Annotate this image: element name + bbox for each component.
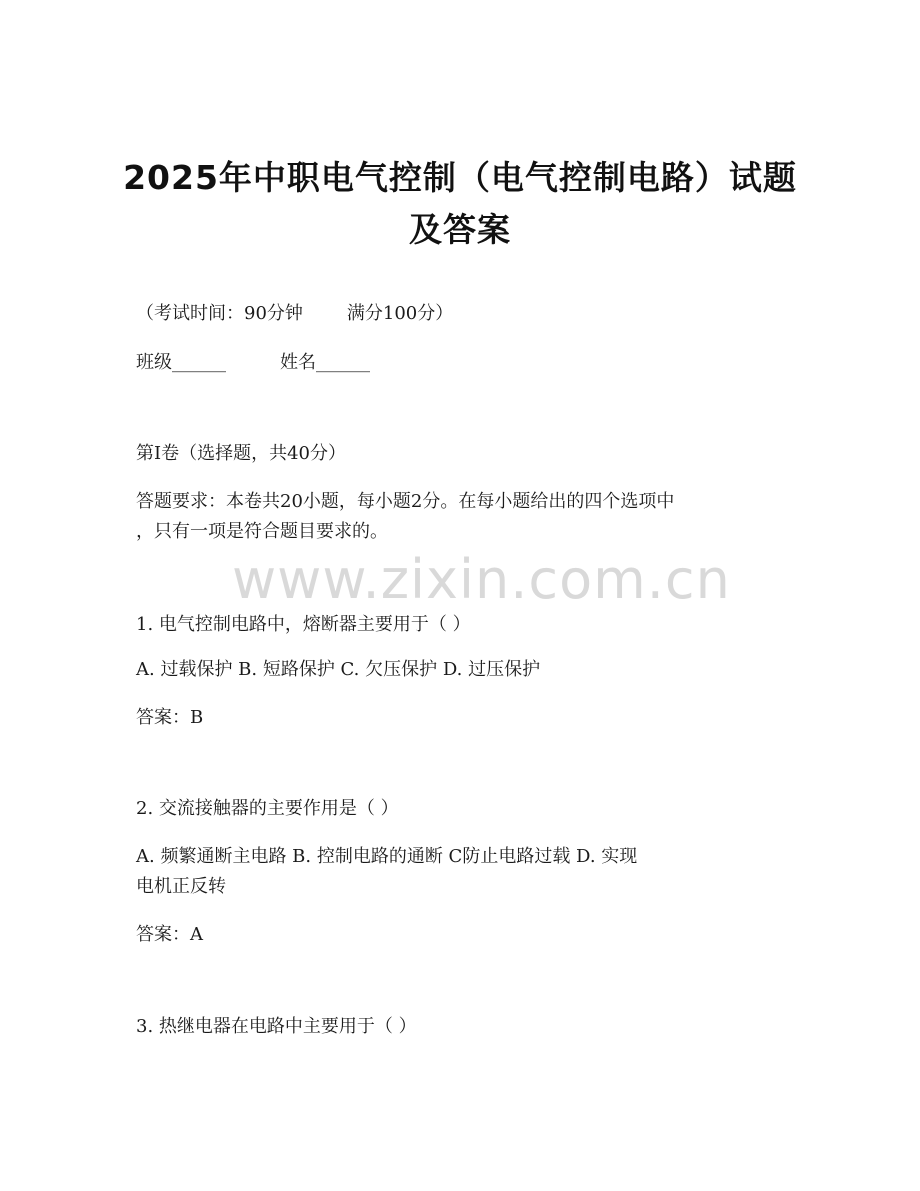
exam-time: （考试时间：90分钟 [136, 303, 303, 324]
question-1-answer: 答案：B [136, 707, 204, 728]
question-2-options-line1: A. 频繁通断主电路 B. 控制电路的通断 C防止电路过载 D. 实现 [136, 846, 638, 867]
question-3-stem: 3. 热继电器在电路中主要用于（ ） [136, 1016, 417, 1037]
student-info [136, 351, 370, 375]
question-2-answer: 答案：A [136, 924, 203, 945]
exam-score: 满分100分） [346, 303, 454, 324]
class-field: 班级______ [136, 352, 226, 373]
document-title-line1: 2025年中职电气控制（电气控制电路）试题 [123, 158, 797, 197]
watermark: www.zixin.com.cn [232, 548, 731, 611]
instructions-line2: ，只有一项是符合题目要求的。 [136, 521, 388, 542]
question-2-stem: 2. 交流接触器的主要作用是（ ） [136, 798, 399, 819]
exam-info [136, 302, 453, 326]
question-2-options-line2: 电机正反转 [136, 876, 226, 897]
section-heading: 第I卷（选择题，共40分） [136, 443, 347, 464]
instructions-line1: 答题要求：本卷共20小题，每小题2分。在每小题给出的四个选项中 [136, 491, 675, 512]
question-1-stem: 1. 电气控制电路中，熔断器主要用于（ ） [136, 614, 471, 635]
name-field: 姓名______ [280, 352, 370, 373]
question-1-options: A. 过载保护 B. 短路保护 C. 欠压保护 D. 过压保护 [136, 659, 541, 680]
document-title-line2: 及答案 [409, 210, 511, 249]
